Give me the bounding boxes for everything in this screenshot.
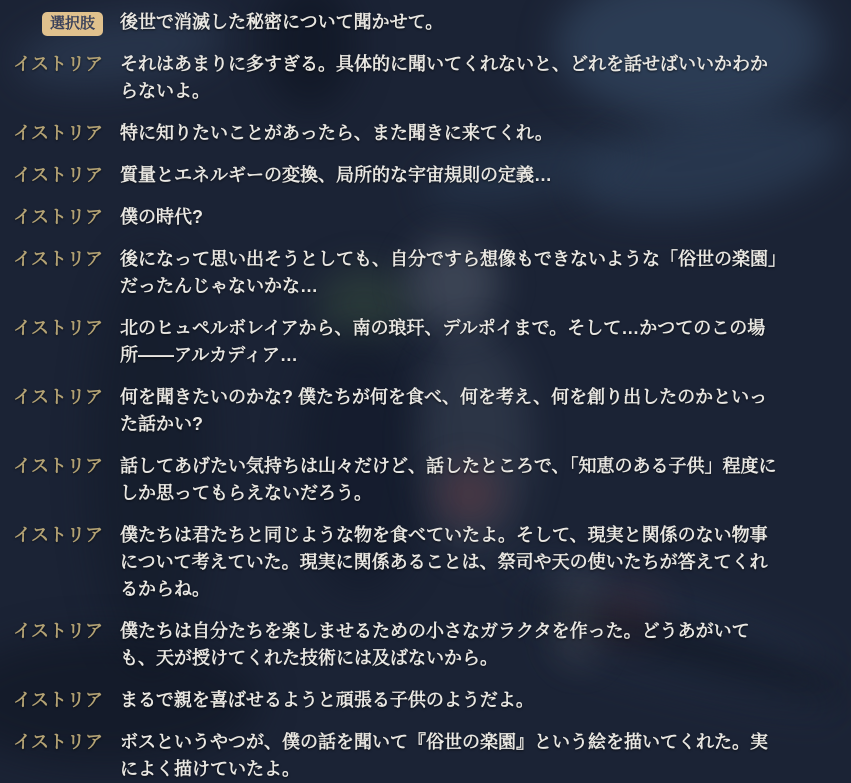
dialogue-entry: [10, 453, 792, 507]
speaker-name: イストリア: [13, 732, 103, 752]
speaker-name: イストリア: [13, 249, 103, 269]
dialogue-text: 何を聞きたいのかな? 僕たちが何を食べ、何を考え、何を創り出したのかといった話かい?: [120, 387, 768, 434]
dialogue-text: ボスというやつが、僕の話を聞いて『俗世の楽園』という絵を描いてくれた。実によく描けていたよ。: [120, 732, 768, 779]
dialogue-text: まるで親を喜ばせるようと頑張る子供のようだよ。: [120, 690, 534, 710]
dialogue-entry: [10, 9, 792, 36]
speaker-name: イストリア: [13, 621, 103, 641]
speaker-name: イストリア: [13, 54, 103, 74]
speaker-name: イストリア: [13, 690, 103, 710]
dialogue-text: それはあまりに多すぎる。具体的に聞いてくれないと、どれを話せばいいかわからないよ。: [120, 54, 768, 101]
dialogue-text: 後世で消滅した秘密について聞かせて。: [120, 12, 444, 32]
dialogue-entry: [10, 51, 792, 105]
speaker-name: イストリア: [13, 165, 103, 185]
dialogue-text: 後になって思い出そうとしても、自分ですら想像もできないような「俗世の楽園」だったんじゃないかな…: [120, 249, 777, 296]
speaker-name: イストリア: [13, 525, 103, 545]
dialogue-entry: [10, 687, 792, 714]
dialogue-text: 質量とエネルギーの変換、局所的な宇宙規則の定義…: [120, 165, 552, 185]
dialogue-text: 僕たちは自分たちを楽しませるための小さなガラクタを作った。どうあがいても、天が授けてくれた技術には及ばないから。: [120, 621, 750, 668]
dialogue-text: 話してあげたい気持ちは山々だけど、話したところで、「知恵のある子供」程度にしか思ってもらえないだろう。: [120, 456, 777, 503]
speaker-name: イストリア: [13, 123, 103, 143]
dialogue-text: 僕の時代?: [120, 207, 203, 227]
dialogue-entry: [10, 384, 792, 438]
dialogue-entry: [10, 618, 792, 672]
dialogue-entry: [10, 204, 792, 231]
speaker-cell: [10, 9, 103, 36]
dialogue-entry: [10, 522, 792, 603]
dialogue-entry: [10, 120, 792, 147]
dialogue-entry: [10, 246, 792, 300]
speaker-name: イストリア: [13, 387, 103, 407]
dialogue-entry: [10, 162, 792, 189]
dialogue-entry: [10, 315, 792, 369]
dialogue-text: 北のヒュペルボレイアから、南の琅玕、デルポイまで。そして…かつてのこの場所——アルカディア…: [120, 318, 766, 365]
dialogue-text: 僕たちは君たちと同じような物を食べていたよ。そして、現実と関係のない物事について考えていた。現実に関係あることは、祭司や天の使いたちが答えてくれるからね。: [120, 525, 768, 599]
speaker-name: イストリア: [13, 207, 103, 227]
speaker-name: イストリア: [13, 456, 103, 476]
speaker-name: イストリア: [13, 318, 103, 338]
dialogue-entry: [10, 729, 792, 783]
dialogue-text: 特に知りたいことがあったら、また聞きに来てくれ。: [120, 123, 553, 143]
choice-badge: 選択肢: [42, 12, 103, 36]
